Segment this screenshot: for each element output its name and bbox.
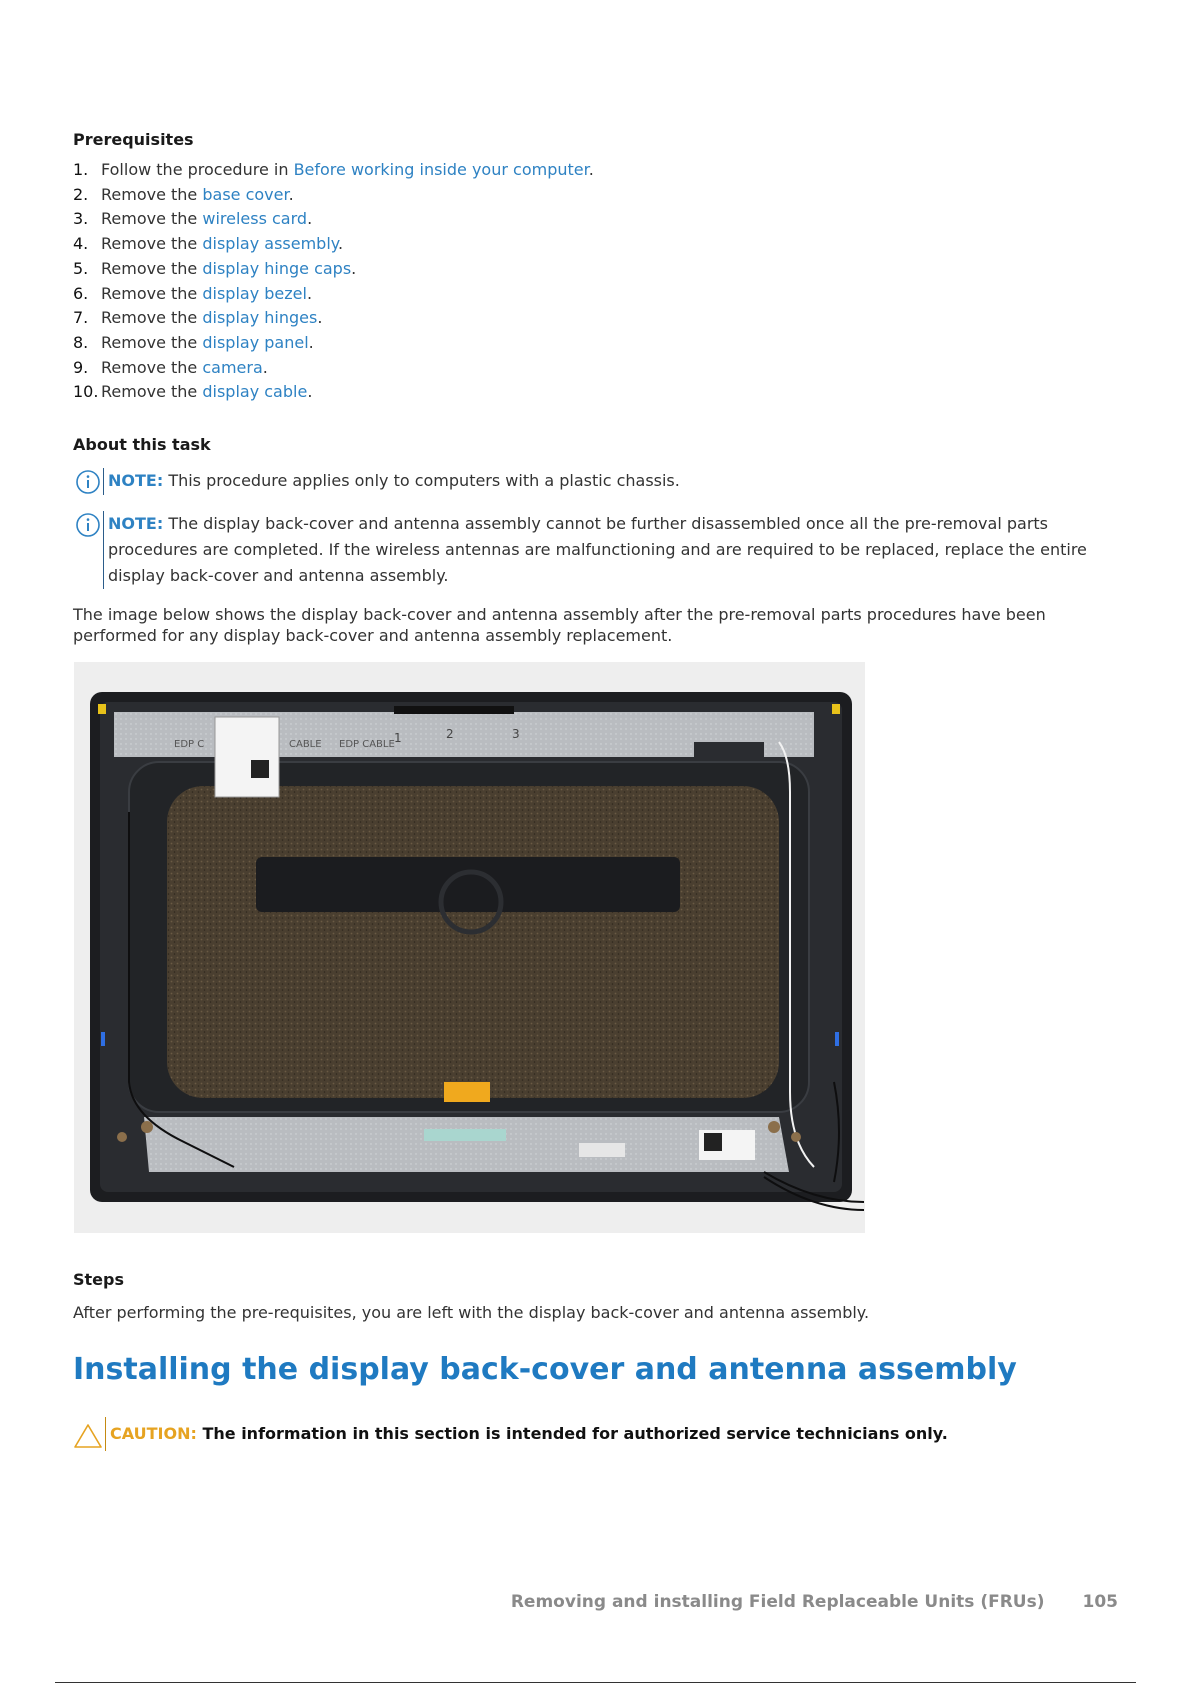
display-assembly-link[interactable]: display assembly [202,234,338,254]
figure-cable-label: EDP C [174,739,205,750]
footer-section-title: Removing and installing Field Replaceable Units (FRUs) [510,1592,1045,1612]
figure-number: 3 [512,727,520,741]
item-number: 9. [73,357,89,377]
note-text: This procedure applies only to computers with a plastic chassis. [163,471,680,490]
item-number: 1. [73,160,89,179]
section-title: Installing the display back-cover and antenna assembly [73,1352,1017,1387]
item-prefix: Remove the [101,357,203,377]
figure-number: 2 [446,727,454,741]
steps-heading: Steps [73,1270,124,1289]
item-prefix: Follow the procedure in [101,160,294,179]
list-item [73,207,594,232]
before-working-link[interactable]: Before working inside your computer [293,160,589,179]
list-item [73,380,594,405]
note-antenna-assembly [75,511,1115,589]
item-number: 7. [73,308,89,328]
info-icon [75,469,101,495]
item-suffix: . [262,357,268,377]
page-footer [511,1592,1118,1612]
display-hinges-link[interactable]: display hinges [202,308,318,328]
back-cover-illustration [74,662,865,1233]
camera-link[interactable]: camera [202,357,263,377]
item-suffix: . [307,209,313,229]
list-item [73,331,594,356]
item-number: 6. [73,283,89,303]
list-item [73,257,594,282]
item-number: 10. [73,382,99,402]
note-label: NOTE: [108,514,164,533]
item-prefix: Remove the [101,258,203,278]
display-bezel-link[interactable]: display bezel [202,283,307,303]
page-number: 105 [1082,1592,1118,1612]
item-prefix: Remove the [101,283,203,303]
item-prefix: Remove the [101,308,203,328]
footer-divider [55,1682,1136,1683]
base-cover-link[interactable]: base cover [202,184,289,204]
steps-text: After performing the pre-requisites, you are left with the display back-cover and antenna assembly. [73,1303,870,1322]
list-item [73,356,594,381]
display-panel-link[interactable]: display panel [202,332,309,352]
wireless-card-link[interactable]: wireless card [202,209,308,229]
about-task-heading: About this task [73,435,211,454]
item-suffix: . [307,382,313,402]
back-cover-photo [74,662,865,1233]
list-item [73,158,594,183]
note-label: NOTE: [108,471,164,490]
figure-cable-label: CABLE [289,739,322,750]
figure-cable-label: EDP CABLE [339,739,395,750]
item-prefix: Remove the [101,209,203,229]
item-suffix: . [317,308,323,328]
item-number: 8. [73,332,89,352]
list-item [73,232,594,257]
warning-triangle-icon [73,1417,103,1451]
caution-body [105,1417,948,1451]
note-plastic-chassis [75,468,1115,495]
caution-label: CAUTION: [110,1424,197,1443]
item-number: 4. [73,234,89,254]
note-body [103,468,680,495]
list-item [73,282,594,307]
info-icon [75,512,101,538]
item-suffix: . [288,184,294,204]
list-item [73,306,594,331]
prerequisites-heading: Prerequisites [73,130,194,149]
item-suffix: . [351,258,357,278]
caution-notice [73,1417,948,1451]
item-prefix: Remove the [101,184,203,204]
prerequisites-list [73,158,594,405]
item-prefix: Remove the [101,234,203,254]
item-suffix: . [337,234,344,254]
item-suffix: . [308,332,314,352]
display-cable-link[interactable]: display cable [202,382,308,402]
item-prefix: Remove the [101,382,203,402]
note-text: The display back-cover and antenna assembly cannot be further disassembled once all the pre-removal parts procedures are completed. If the wireless antennas are malfunctioning and are required to be replaced, replace the entire display back-cover and antenna assembly. [108,514,1087,585]
figure-intro-paragraph: The image below shows the display back-cover and antenna assembly after the pre-removal parts procedures have been performed for any display back-cover and antenna assembly replacement. [73,605,1046,645]
list-item [73,183,594,208]
item-prefix: Remove the [101,332,203,352]
figure-number: 1 [394,731,402,745]
item-number: 5. [73,258,89,278]
item-number: 3. [73,209,89,229]
caution-text: The information in this section is intended for authorized service technicians only. [196,1424,948,1443]
note-body [103,511,1115,589]
item-suffix: . [588,160,594,179]
display-hinge-caps-link[interactable]: display hinge caps [202,258,352,278]
item-number: 2. [73,184,89,204]
item-suffix: . [306,283,313,303]
